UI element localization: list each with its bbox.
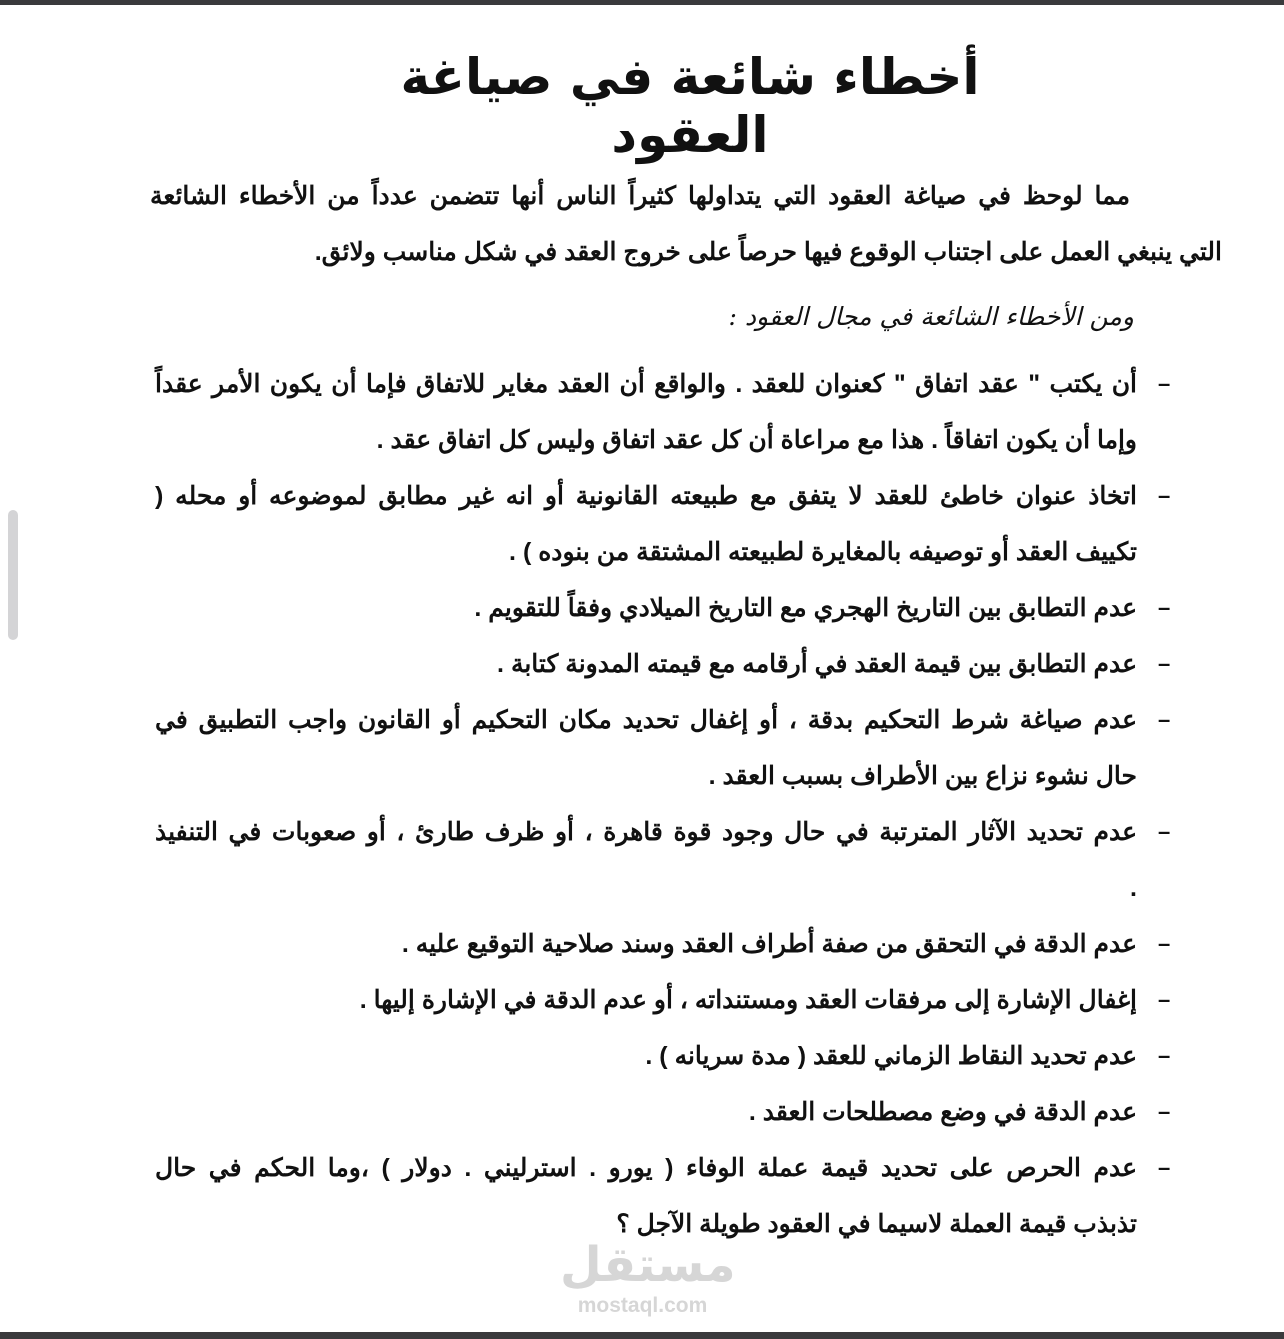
list-item-line: حال نشوء نزاع بين الأطراف بسبب العقد .	[708, 762, 1137, 790]
bullet-dash: –	[1158, 371, 1171, 396]
bullet-dash: –	[1158, 819, 1171, 844]
intro-line-2: التي ينبغي العمل على اجتناب الوقوع فيها حرصاً على خروج العقد في شكل مناسب ولائق.	[314, 238, 1222, 266]
list-item-line: عدم تحديد النقاط الزماني للعقد ( مدة سريانه ) .	[645, 1042, 1137, 1070]
list-item-line: أن يكتب " عقد اتفاق " كعنوان للعقد . والواقع أن العقد مغاير للاتفاق فإما أن يكون الأمر عقداً	[155, 370, 1137, 398]
bullet-dash: –	[1158, 651, 1171, 676]
intro-line-1: مما لوحظ في صياغة العقود التي يتداولها كثيراً الناس أنها تتضمن عدداً من الأخطاء الشائعة	[150, 182, 1130, 210]
bottom-bar	[0, 1332, 1284, 1339]
watermark-url: mostaql.com	[577, 1294, 708, 1317]
page-title: أخطاء شائعة في صياغة العقود	[400, 48, 980, 164]
list-item-line: عدم الدقة في التحقق من صفة أطراف العقد وسند صلاحية التوقيع عليه .	[401, 930, 1137, 958]
list-item-line: عدم صياغة شرط التحكيم بدقة ، أو إغفال تحديد مكان التحكيم أو القانون واجب التطبيق في	[155, 706, 1137, 734]
list-item-line: وإما أن يكون اتفاقاً . هذا مع مراعاة أن كل عقد اتفاق وليس كل اتفاق عقد .	[376, 426, 1137, 454]
bullet-dash: –	[1158, 931, 1171, 956]
top-bar	[0, 0, 1284, 5]
bullet-dash: –	[1158, 987, 1171, 1012]
list-item-line: عدم تحديد الآثار المترتبة في حال وجود قوة قاهرة ، أو ظرف طارئ ، أو صعوبات في التنفيذ	[155, 818, 1137, 846]
watermark-logo	[560, 1235, 736, 1317]
bullet-dash: –	[1158, 1099, 1171, 1124]
bullet-dash: –	[1158, 595, 1171, 620]
list-item-line: عدم التطابق بين التاريخ الهجري مع التاريخ الميلادي وفقاً للتقويم .	[474, 594, 1137, 622]
list-item-line: .	[1130, 874, 1137, 902]
bullet-dash: –	[1158, 1043, 1171, 1068]
list-item-line: تكييف العقد أو توصيفه بالمغايرة لطبيعته المشتقة من بنوده ) .	[509, 538, 1137, 566]
watermark-arabic: مستقل	[560, 1237, 736, 1293]
list-item-line: إغفال الإشارة إلى مرفقات العقد ومستنداته ، أو عدم الدقة في الإشارة إليها .	[359, 986, 1137, 1014]
list-item-line: عدم الحرص على تحديد قيمة عملة الوفاء ( يورو . استرليني . دولار ) ،وما الحكم في حال	[155, 1154, 1137, 1182]
subheading: ومن الأخطاء الشائعة في مجال العقود :	[728, 302, 1134, 331]
list-item-line: اتخاذ عنوان خاطئ للعقد لا يتفق مع طبيعته القانونية أو انه غير مطابق لموضوعه أو محله (	[155, 482, 1137, 510]
bullet-dash: –	[1158, 707, 1171, 732]
scrollbar-thumb[interactable]	[8, 510, 18, 640]
bullet-dash: –	[1158, 483, 1171, 508]
bullet-dash: –	[1158, 1155, 1171, 1180]
list-item-line: عدم التطابق بين قيمة العقد في أرقامه مع قيمته المدونة كتابة .	[497, 650, 1137, 678]
list-item-line: عدم الدقة في وضع مصطلحات العقد .	[748, 1098, 1137, 1126]
list-item-line: تذبذب قيمة العملة لاسيما في العقود طويلة الآجل ؟	[616, 1210, 1137, 1238]
